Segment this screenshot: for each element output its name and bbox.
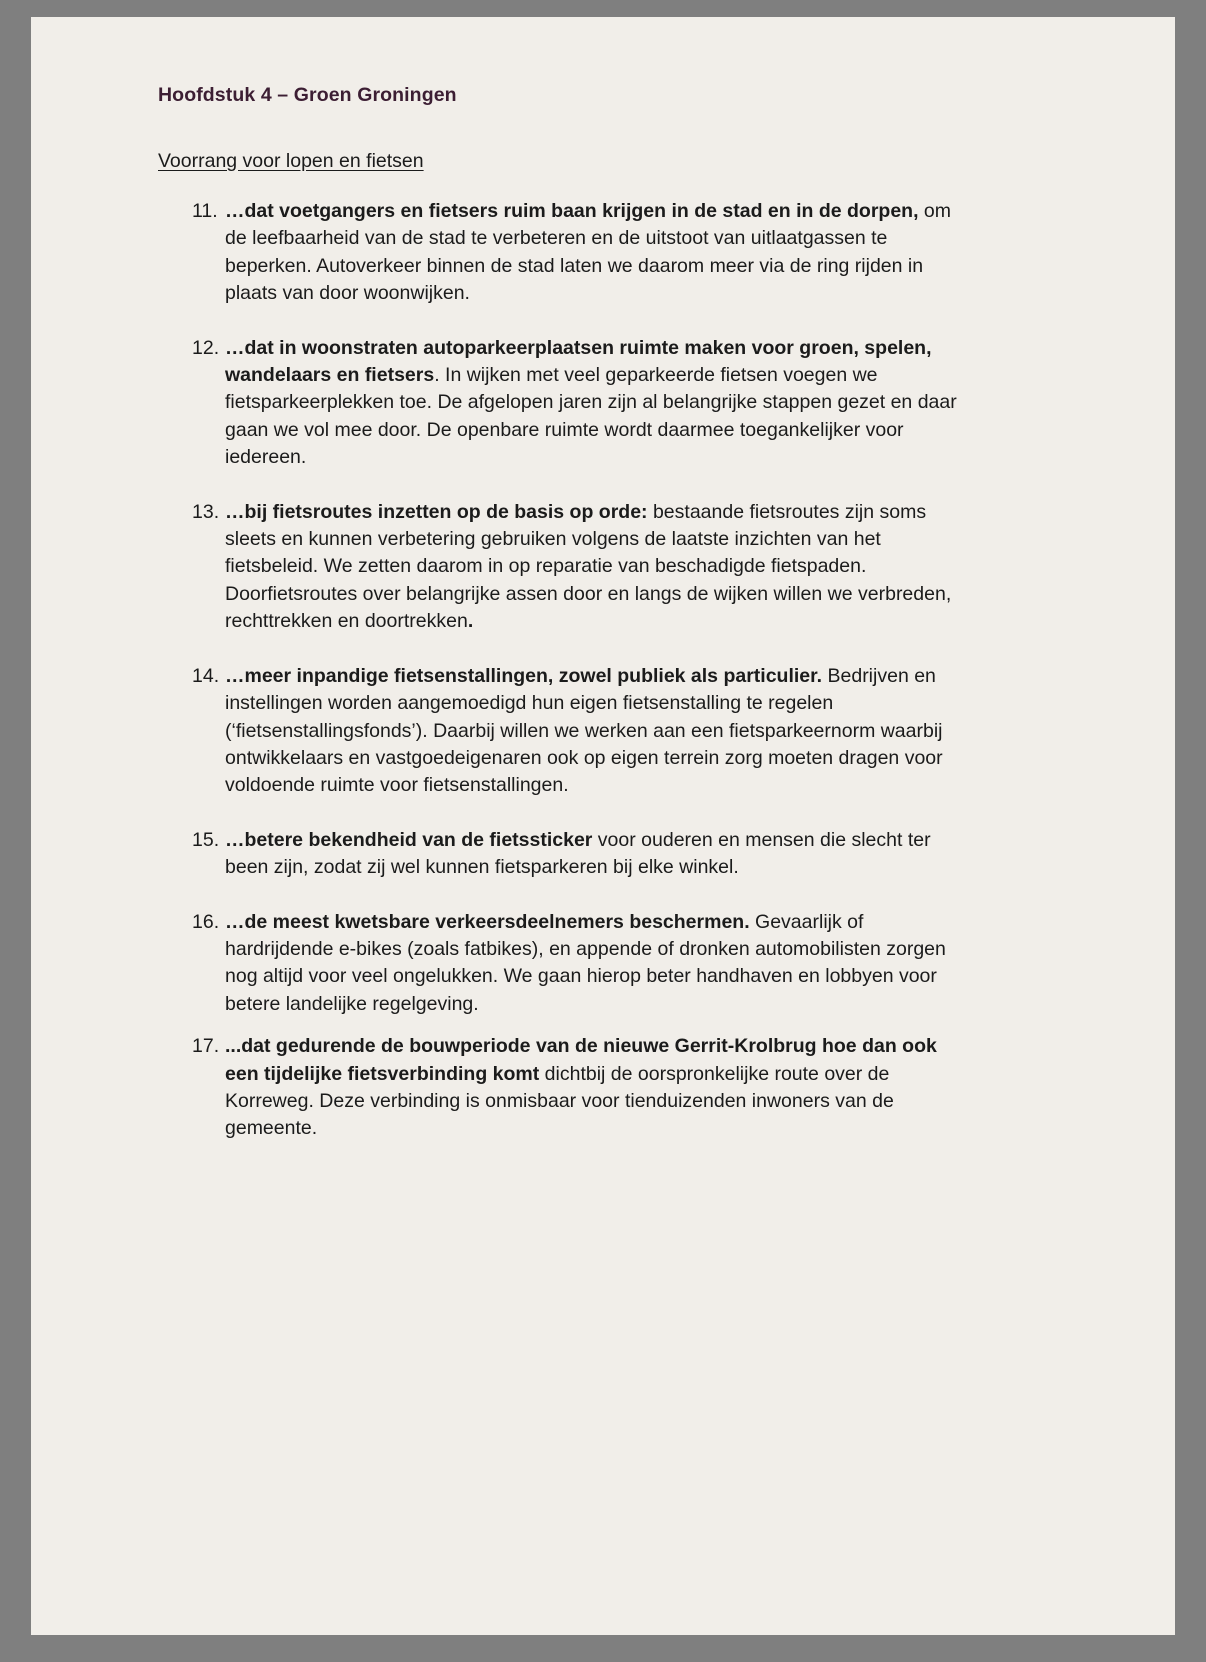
item-text-segment: Gevaarlijk of hardrijdende e-bikes (zoals fatbikes), en appende of dronken automobilisten zorgen nog altijd voor veel ongelukken. We gaan hierop beter handhaven en lobbyen voor betere landelijke regelgeving. [225,910,946,1015]
item-text-bold-segment: …dat in woonstraten autoparkeerplaatsen ruimte maken voor groen, spelen, wandelaars en fietsers [225,336,932,387]
item-number: 11. [192,200,218,222]
item-text [225,198,966,308]
list-item [192,909,1115,1019]
item-text-bold-segment: …de meest kwetsbare verkeersdeelnemers beschermen. [225,910,750,933]
item-number: 13. [192,500,220,523]
item-number: 14. [192,664,220,687]
item-text-segment: Bedrijven en instellingen worden aangemoedigd hun eigen fietsenstalling te regelen (‘fietsenstallingsfonds’). Daarbij willen we werken aan een fietsparkeernorm waarbij ontwikkelaars en vastgoedeigenaren ook op eigen terrein zorg moeten dragen voor voldoende ruimte voor fietsenstallingen. [225,664,943,797]
item-text-bold-segment: …bij fietsroutes inzetten op de basis op orde: [225,500,648,523]
item-number: 17. [192,1035,220,1058]
item-text-bold-segment: …meer inpandige fietsenstallingen, zowel publiek als particulier. [225,664,823,687]
item-text-segment: bestaande fietsroutes zijn soms sleets en kunnen verbetering gebruiken volgens de laatste inzichten van het fietsbeleid. We zetten daarom in op reparatie van beschadigde fietspaden. Doorfietsroutes over belangrijke assen door en langs de wijken willen we verbreden, rechttrekken en doortrekken [225,500,952,633]
item-number: 12. [192,336,220,359]
list-item [192,499,1115,636]
item-text [225,663,966,800]
item-text [225,909,966,1019]
item-text [225,1033,966,1143]
item-number: 15. [192,828,220,851]
list-item [192,663,1115,800]
item-text-bold-segment: . [467,610,474,633]
item-number: 16. [192,910,220,933]
item-text-bold-segment: ...dat gedurende de bouwperiode van de nieuwe Gerrit-Krolbrug hoe dan ook een tijdelijke fietsverbinding komt [225,1035,937,1085]
item-text [225,499,966,636]
item-text-segment: dichtbij de oorspronkelijke route over de Korreweg. Deze verbinding is onmisbaar voor tienduizenden inwoners van de gemeente. [225,1062,894,1140]
list-item [192,198,1115,308]
policy-list [158,198,1115,1143]
item-text-bold-segment: …dat voetgangers en fietsers ruim baan krijgen in de stad en in de dorpen, [225,200,919,222]
document-page [31,17,1175,1635]
list-item [192,335,1115,472]
list-item [192,1033,1115,1143]
item-text-bold-segment: …betere bekendheid van de fietssticker [225,828,593,851]
item-text-segment: . In wijken met veel geparkeerde fietsen voegen we fietsparkeerplekken toe. De afgelopen jaren zijn al belangrijke stappen gezet en daar gaan we vol mee door. De openbare ruimte wordt daarmee toegankelijker voor iedereen. [225,364,957,469]
item-text-segment: om de leefbaarheid van de stad te verbeteren en de uitstoot van uitlaatgassen te beperken. Autoverkeer binnen de stad laten we daarom meer via de ring rijden in plaats van door woonwijken. [225,200,952,305]
list-item [192,827,1115,882]
section-heading: Voorrang voor lopen en fietsen [158,150,424,172]
chapter-title: Hoofdstuk 4 – Groen Groningen [158,84,457,106]
item-text [225,827,966,882]
item-text-segment: voor ouderen en mensen die slecht ter been zijn, zodat zij wel kunnen fietsparkeren bij elke winkel. [225,828,931,879]
page-content [31,17,1175,1143]
item-text [225,335,966,472]
